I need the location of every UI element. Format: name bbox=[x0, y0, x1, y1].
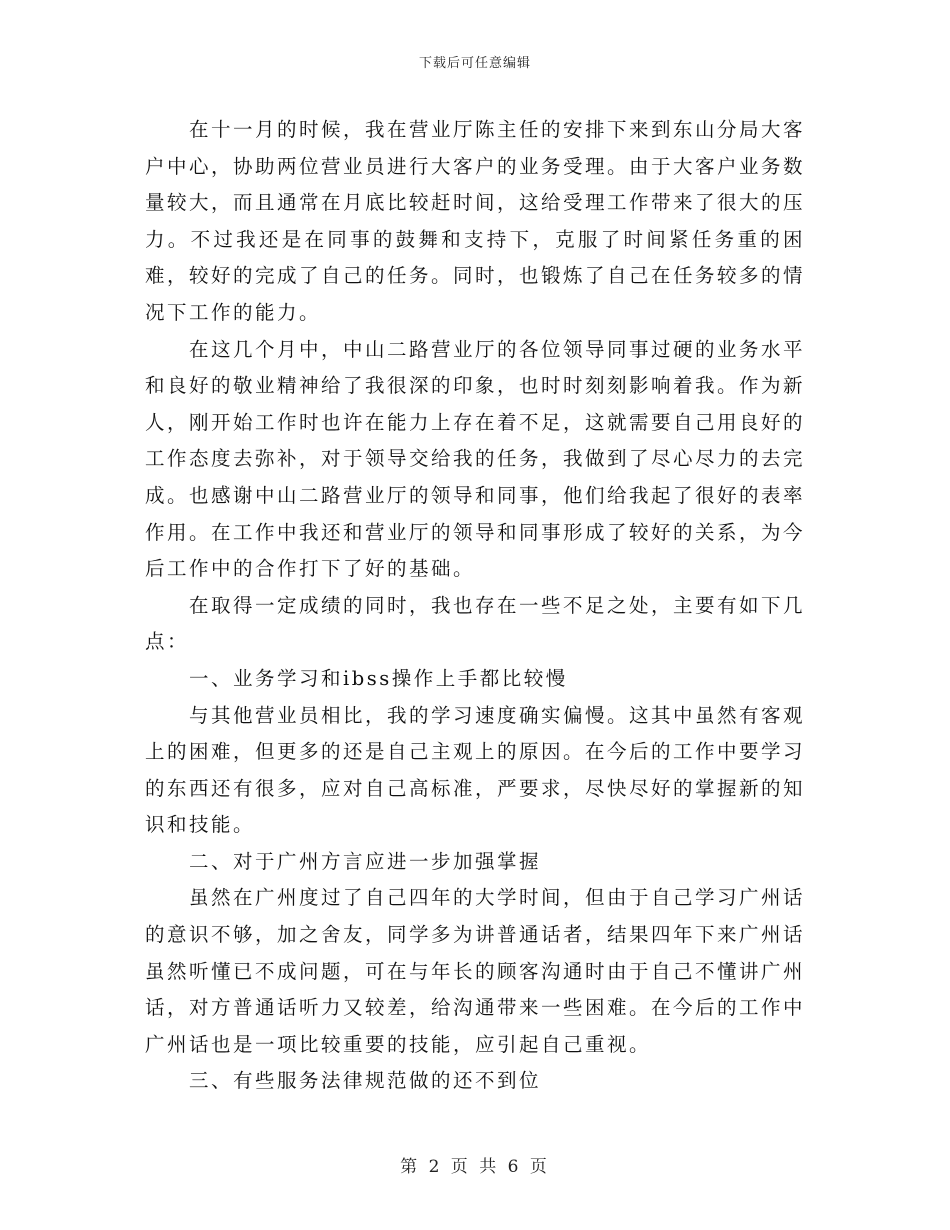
heading-point-three: 三、有些服务法律规范做的还不到位 bbox=[189, 1069, 542, 1093]
page-header: 下载后可任意编辑 bbox=[418, 56, 531, 71]
page-number-footer: 第 2 页 共 6 页 bbox=[400, 1157, 550, 1177]
paragraph-months-impression: 在这几个月中，中山二路营业厅的各位领导同事过硬的业务水平和良好的敬业精神给了我很深的印象，也时时刻刻影响着我。作为新人，刚开始工作时也许在能力上存在着不足，这就需要自己用良好的工作态度去弥补，对于领导交给我的任务，我做到了尽心尽力的去完成。也感谢中山二路营业厅的领导和同事，他们给我起了很好的表率作用。在工作中我还和营业厅的领导和同事形成了较好的关系，为今后工作中的合作打下了好的基础。 bbox=[145, 337, 806, 581]
document-body bbox=[145, 112, 805, 1100]
paragraph-shortcomings-intro: 在取得一定成绩的同时，我也存在一些不足之处，主要有如下几点： bbox=[145, 593, 806, 654]
paragraph-november-work: 在十一月的时候，我在营业厅陈主任的安排下来到东山分局大客户中心，协助两位营业员进行大客户的业务受理。由于大客户业务数量较大，而且通常在月底比较赶时间，这给受理工作带来了很大的压力。不过我还是在同事的鼓舞和支持下，克服了时间紧任务重的困难，较好的完成了自己的任务。同时，也锻炼了自己在任务较多的情况下工作的能力。 bbox=[145, 118, 806, 324]
heading-point-one: 一、业务学习和ibss操作上手都比较慢 bbox=[189, 666, 568, 690]
paragraph-point-two: 虽然在广州度过了自己四年的大学时间，但由于自己学习广州话的意识不够，加之舍友，同学多为讲普通话者，结果四年下来广州话虽然听懂已不成问题，可在与年长的顾客沟通时由于自己不懂讲广州话，对方普通话听力又较差，给沟通带来一些困难。在今后的工作中广州话也是一项比较重要的技能，应引起自己重视。 bbox=[145, 886, 806, 1056]
paragraph-point-one: 与其他营业员相比，我的学习速度确实偏慢。这其中虽然有客观上的困难，但更多的还是自己主观上的原因。在今后的工作中要学习的东西还有很多，应对自己高标准，严要求，尽快尽好的掌握新的知识和技能。 bbox=[145, 703, 806, 837]
heading-point-two: 二、对于广州方言应进一步加强掌握 bbox=[189, 849, 542, 873]
